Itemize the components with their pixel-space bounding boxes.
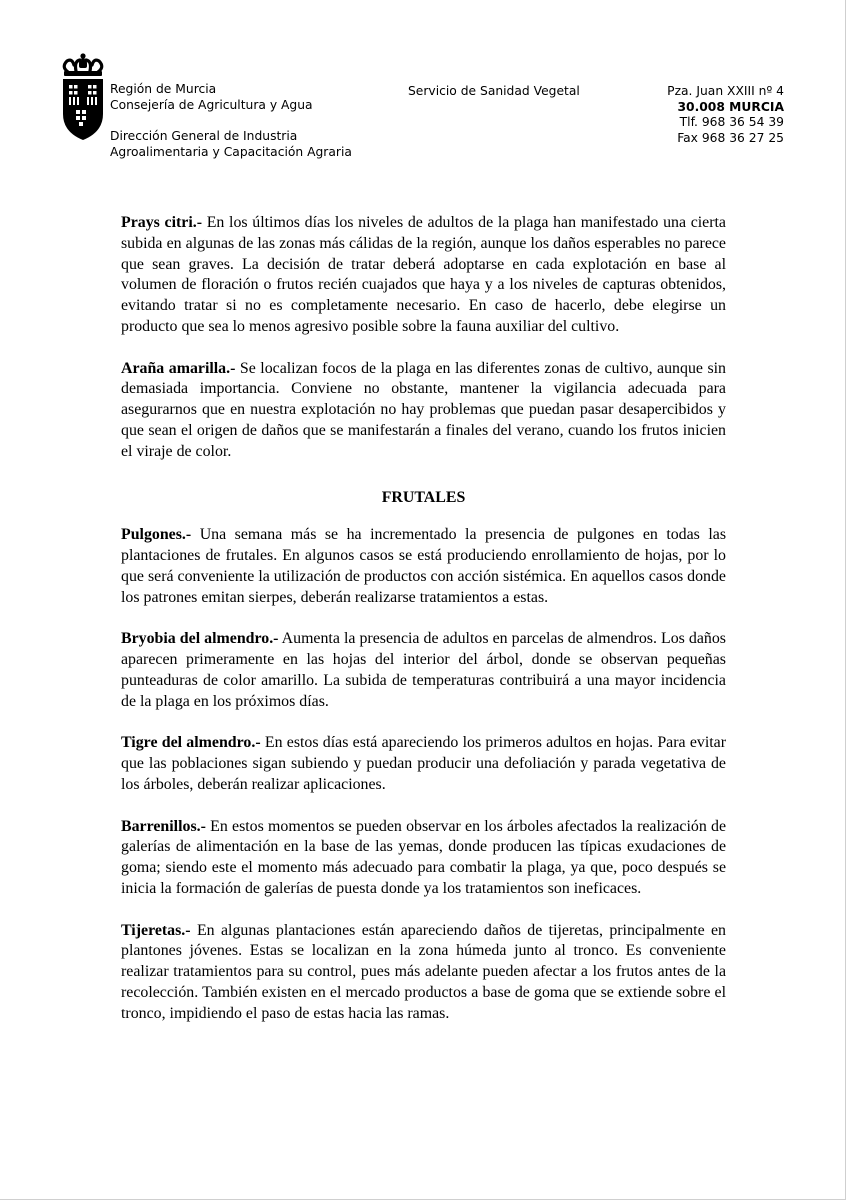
address-city: 30.008 MURCIA xyxy=(677,99,784,114)
bulletin-body xyxy=(121,213,726,1045)
paragraph-bryobia xyxy=(121,629,726,712)
paragraph-text: Se localizan focos de la plaga en las diferentes zonas de cultivo, aunque sin demasiada importancia. Conviene no obstante, mantener la vigilancia adecuada para asegurarnos que en nuestra explotación no hay problemas que puedan pasar desapercibidos y que sean el origen de daños que se manifestarán a finales del verano, cuando los frutos inicien el viraje de color. xyxy=(121,359,726,460)
paragraph-title: Barrenillos.- xyxy=(121,817,206,835)
address-phone: Tlf. 968 36 54 39 xyxy=(679,115,784,129)
paragraph-text: En los últimos días los niveles de adultos de la plaga han manifestado una cierta subida en algunas de las zonas más cálidas de la región, aunque los daños esperables no parece que sean graves. La decisión de tratar deberá adoptarse en cada explotación en base al volumen de floración o frutos recién cuajados que haya y a los niveles de capturas obtenidos, evitando tratar si no es completamente necesario. En caso de hacerlo, debe elegirse un producto que sea lo menos agresivo posible sobre la fauna auxiliar del cultivo. xyxy=(121,214,726,335)
paragraph-pulgones xyxy=(121,525,726,608)
paragraph-arana-amarilla xyxy=(121,359,726,463)
org-ministry: Consejería de Agricultura y Agua xyxy=(110,97,313,112)
paragraph-text: Una semana más se ha incrementado la presencia de pulgones en todas las plantaciones de frutales. En algunos casos se está produciendo enrollamiento de hojas, por lo que será conveniente la utilización de productos con acción sistémica. En aquellos casos donde los patrones emitan sierpes, deberán realizarse tratamientos a estas. xyxy=(121,526,726,606)
paragraph-title: Pulgones.- xyxy=(121,526,192,544)
section-heading-frutales: FRUTALES xyxy=(381,488,466,506)
paragraph-title: Prays citri.- xyxy=(121,214,203,231)
paragraph-title: Bryobia del almendro.- xyxy=(121,630,279,648)
service-name: Servicio de Sanidad Vegetal xyxy=(408,84,580,98)
paragraph-title: Tigre del almendro.- xyxy=(121,734,261,752)
org-region: Región de Murcia xyxy=(110,82,217,96)
region-murcia-crest-icon xyxy=(58,52,108,142)
address-block xyxy=(667,84,784,146)
paragraph-text: En estos días está apareciendo los primeros adultos en hojas. Para evitar que las poblaciones sigan subiendo y puedan producir una defoliación y parada vegetativa de los árboles, deberán realizar aplicaciones. xyxy=(121,734,726,793)
org-directorate-cont: Agroalimentaria y Capacitación Agraria xyxy=(110,144,352,159)
paragraph-title: Tijeretas.- xyxy=(121,921,191,939)
paragraph-barrenillos xyxy=(121,817,726,900)
organization-block xyxy=(110,82,380,160)
paragraph-tijeretas xyxy=(121,921,726,1025)
paragraph-tigre xyxy=(121,733,726,795)
paragraph-title: Araña amarilla.- xyxy=(121,359,236,377)
address-fax: Fax 968 36 27 25 xyxy=(677,130,784,145)
paragraph-prays-citri xyxy=(121,213,726,338)
paragraph-text: En algunas plantaciones están apareciendo daños de tijeretas, principalmente en plantones jóvenes. Estas se localizan en la zona húmeda junto al tronco. Es conveniente realizar tratamientos para su control, pues más adelante pueden afectar a los frutos antes de la recolección. También existen en el mercado productos a base de goma que se extiende sobre el tronco, impidiendo el paso de estas hacia las ramas. xyxy=(121,921,726,1022)
paragraph-text: En estos momentos se pueden observar en los árboles afectados la realización de galerías de alimentación en la base de las yemas, donde producen las típicas exudaciones de goma; siendo este el momento más adecuado para combatir la plaga, ya que, poco después se inicia la formación de galerías de puesta donde ya los tratamientos son ineficaces. xyxy=(121,817,726,897)
org-directorate: Dirección General de Industria xyxy=(110,129,298,143)
address-street: Pza. Juan XXIII nº 4 xyxy=(667,84,784,98)
paragraph-text: Aumenta la presencia de adultos en parcelas de almendros. Los daños aparecen primeramente en las hojas del interior del árbol, donde se observan pequeñas punteaduras de color amarillo. La subida de temperaturas contribuirá a una mayor incidencia de la plaga en los próximos días. xyxy=(121,630,726,710)
